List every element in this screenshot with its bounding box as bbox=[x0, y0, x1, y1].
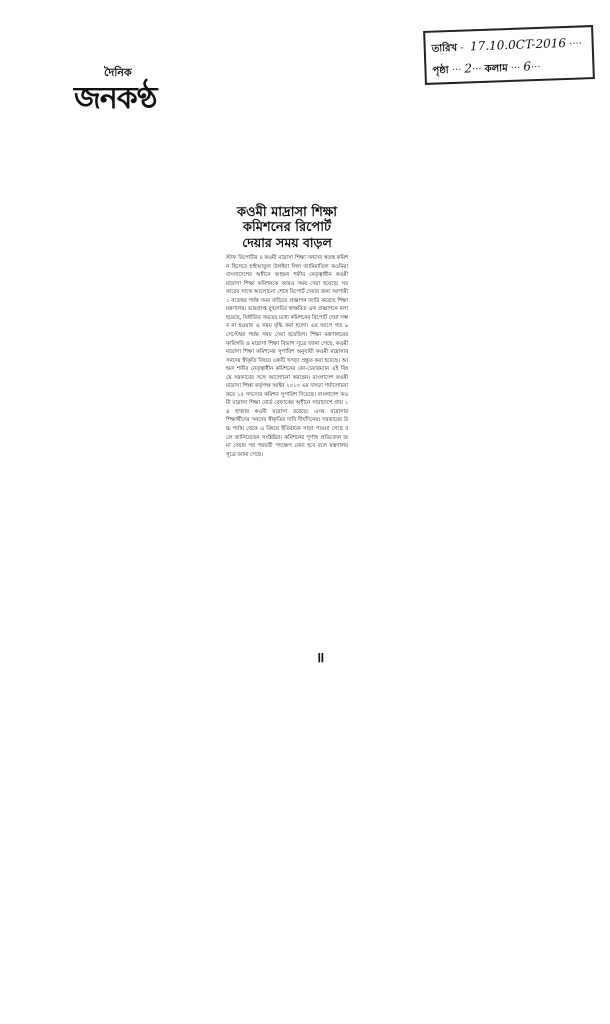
stamp-date-label: তারিখ bbox=[431, 42, 458, 55]
article-end-mark: ॥ bbox=[316, 650, 325, 666]
stamp-page-label: পৃষ্ঠা bbox=[432, 65, 449, 77]
headline-line-3: দেয়ার সময় বাড়ল bbox=[242, 235, 332, 251]
masthead-title: জনকণ্ঠ bbox=[74, 81, 157, 116]
stamp-page-value: 2 bbox=[464, 61, 473, 76]
stamp-column-label: কলাম bbox=[484, 63, 508, 75]
stamp-date-value: 17.10.0CT-2016 bbox=[469, 36, 567, 54]
headline-line-1: কওমী মাদ্রাসা শিক্ষা bbox=[236, 205, 338, 220]
stamp-page-row: পৃষ্ঠা ··· 2··· কলাম ··· 6··· bbox=[432, 59, 541, 77]
headline-line-2: কমিশনের রিপোর্ট bbox=[242, 219, 332, 235]
newspaper-masthead bbox=[74, 64, 184, 116]
stamp-date-row: তারিখ - 17.10.0CT-2016 ···· bbox=[431, 36, 583, 55]
news-clipping bbox=[226, 206, 348, 666]
article-body: স্টাফ রিপোর্টার ॥ কওমী মাদ্রাসা শিক্ষা সনদের স্বতন্ত্র কমিশন হিসেবে হাইআতুল উলইয়া লিল জামিয়াতিল কওমিয়া বাংলাদেশের অধীনে আহমদ শফীর নেতৃত্বাধীন কওমী মাদ্রাসা শিক্ষা কমিশনকে আরও সময় দেয়া হয়েছে। সরকারের সাথে আলোচনা শেষে রিপোর্ট দেয়ার জন্য আগামী ১ নভেম্বর পর্যন্ত সময় বাড়িয়ে প্রজ্ঞাপন জারি করেছে শিক্ষা মন্ত্রণালয়। ভারপ্রাপ্ত যুগ্মসচিব স্বাক্ষরিত এক প্রজ্ঞাপনে বলা হয়েছে, নির্ধারিত সময়ের মধ্যে কমিশনের রিপোর্ট দেয়া সম্ভব না হওয়ায় এ সময় বৃদ্ধি করা হলো। এর আগে গত ৯ সেপ্টেম্বর পর্যন্ত সময় দেয়া হয়েছিল। শিক্ষা মন্ত্রণালয়ের কারিগরি ও মাদ্রাসা শিক্ষা বিভাগ সূত্রে জানা গেছে, কওমী মাদ্রাসা শিক্ষা কমিশনের সুপারিশ অনুযায়ী কওমী মাদ্রাসার সনদের স্বীকৃতি বিষয়ে একটি খসড়া প্রস্তুত করা হয়েছে। আহমদ শফীর নেতৃত্বাধীন কমিশনের কো-চেয়ারম্যান এই বিষয়ে সরকারের সঙ্গে আলোচনা করছেন। বাংলাদেশ কওমী মাদ্রাসা শিক্ষা কর্তৃপক্ষ আইন ২০১৩ এর খসড়া পর্যালোচনা করে ১৫ সদস্যের কমিশন সুপারিশ দিয়েছে। বাংলাদেশ কওমী মাদ্রাসা শিক্ষা বোর্ড বেফাকের অধীনে সারাদেশে প্রায় ১৪ হাজার কওমী মাদ্রাসা রয়েছে। এসব মাদ্রাসার শিক্ষার্থীদের সনদের স্বীকৃতির দাবি দীর্ঘদিনের। সরকারের উচ্চ পর্যায় থেকে এ বিষয়ে ইতিবাচক সাড়া পাওয়া গেছে বলে জানিয়েছেন সংশ্লিষ্টরা। কমিশনের পূর্ণাঙ্গ প্রতিবেদন জমা দেয়ার পর পরবর্তী পদক্ষেপ নেয়া হবে বলে মন্ত্রণালয় সূত্রে জানা গেছে। bbox=[226, 255, 348, 458]
masthead-prefix: দৈনিক bbox=[104, 66, 132, 79]
date-page-stamp bbox=[423, 25, 595, 85]
stamp-column-value: 6 bbox=[523, 59, 532, 74]
article-headline bbox=[226, 206, 348, 250]
